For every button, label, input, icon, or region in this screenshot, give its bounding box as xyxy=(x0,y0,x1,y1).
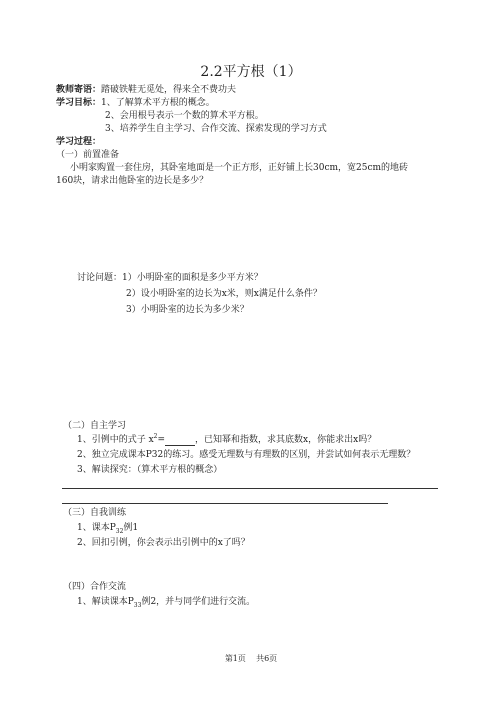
answer-line-1 xyxy=(62,488,438,489)
discussion-label: 讨论问题： xyxy=(77,273,123,283)
motto-text: 踏破铁鞋无觅处，得来全不费功夫 xyxy=(101,85,237,95)
goal-item: 1、了解算术平方根的概念。 xyxy=(101,98,215,108)
section2-item-1 xyxy=(77,435,376,446)
item1-suffix: 例1 xyxy=(123,523,139,533)
motto-label: 教师寄语： xyxy=(56,85,102,95)
learning-goal-2: 2、会用根号表示一个数的算术平方根。 xyxy=(105,111,264,121)
item1-prefix: 1、引例中的式子 x xyxy=(77,435,154,445)
learning-goal-1 xyxy=(56,98,215,109)
learning-goal-3: 3、培养学生自主学习、合作交流、探索发现的学习方式 xyxy=(105,124,327,134)
section3-item-2: 2、回扣引例，你会表示出引例中的x了吗？ xyxy=(77,538,250,548)
item1-prefix: 1、课本P xyxy=(77,523,116,533)
equals-sign: = xyxy=(157,435,166,445)
section2-item-3: 3、解读探究：（算术平方根的概念） xyxy=(77,465,223,475)
section4-heading: （四）合作交流 xyxy=(63,582,127,592)
section4-item-1 xyxy=(77,597,255,608)
page-subscript: 33 xyxy=(133,601,142,609)
goals-label: 学习目标： xyxy=(56,98,102,108)
item1-prefix: 1、解读课本P xyxy=(77,597,134,607)
question-text: 1）小明卧室的面积是多少平方米？ xyxy=(122,273,263,283)
process-label: 学习过程： xyxy=(56,137,102,147)
discussion-question-2: 2）设小明卧室的边长为x米，则x满足什么条件？ xyxy=(126,289,322,299)
exponent: 2 xyxy=(153,433,158,440)
page-number: 第1页 xyxy=(224,654,246,663)
section2-heading: （二）自主学习 xyxy=(63,421,127,431)
teacher-motto xyxy=(56,85,236,96)
section1-problem-line2: 160块，请求出他卧室的边长是多少？ xyxy=(56,176,209,186)
discussion-question-1 xyxy=(77,273,263,284)
section3-heading: （三）自我训练 xyxy=(63,508,127,518)
page-total: 共6页 xyxy=(256,654,278,663)
section1-problem-line1: 小明家购置一套住房，其卧室地面是一个正方形，正好铺上长30cm，宽25cm的地砖 xyxy=(70,163,409,173)
discussion-question-3: 3）小明卧室的边长为多少米？ xyxy=(126,305,249,315)
answer-blank[interactable] xyxy=(165,436,195,446)
item1-suffix: 例2，并与同学们进行交流。 xyxy=(141,597,256,607)
page-title: 2.2平方根（1） xyxy=(200,64,302,80)
section2-item-2: 2、独立完成课本P32的练习。感受无理数与有理数的区别，并尝试如何表示无理数？ xyxy=(77,450,416,460)
item1-suffix: ，已知幂和指数，求其底数x，你能求出x吗？ xyxy=(195,435,377,445)
answer-line-2 xyxy=(62,503,388,504)
page-footer xyxy=(0,653,502,664)
section3-item-1 xyxy=(77,523,138,534)
section1-heading: （一）前置准备 xyxy=(56,150,120,160)
page-subscript: 32 xyxy=(115,527,124,535)
